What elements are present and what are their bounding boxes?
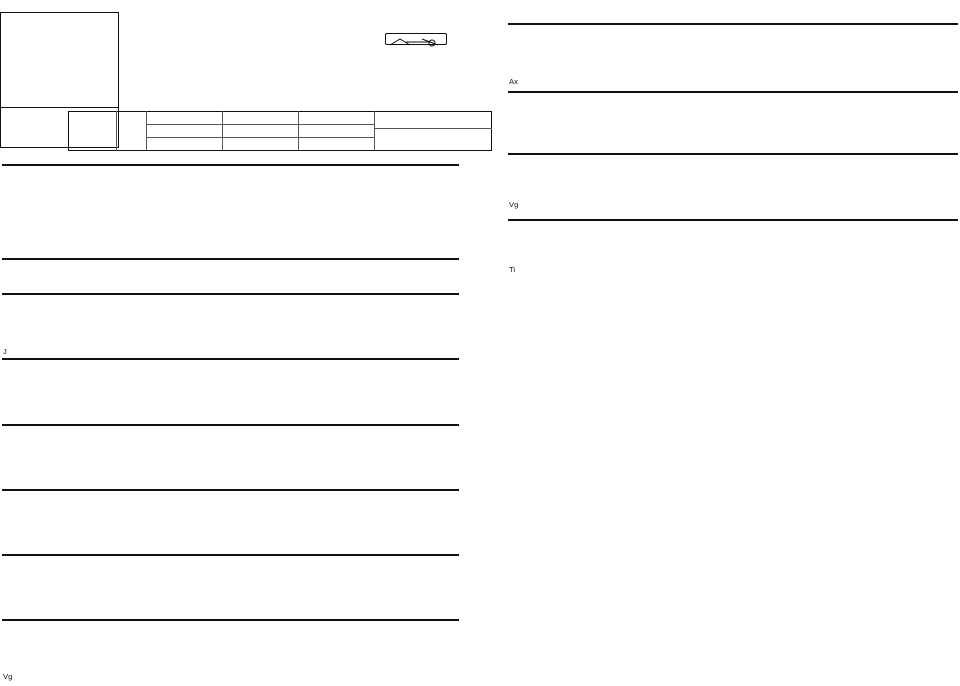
- horse-divider: [2, 293, 459, 295]
- track-code: Ax: [509, 77, 518, 86]
- track-code: Vg: [509, 200, 519, 209]
- horse-divider: [2, 619, 459, 621]
- horse-divider: [2, 258, 459, 260]
- grid-line: [116, 111, 117, 151]
- horse-divider: [2, 489, 459, 491]
- horse-divider: [508, 153, 958, 155]
- grid-line: [298, 111, 299, 151]
- track-code: J: [3, 347, 7, 356]
- track-code: Vg: [3, 672, 13, 681]
- horse-divider: [2, 424, 459, 426]
- horse-divider: [508, 219, 958, 221]
- track-code: Ti: [509, 265, 516, 274]
- form-box: [68, 111, 492, 151]
- horse-divider: [2, 164, 459, 166]
- horse-divider: [508, 91, 958, 93]
- horse-divider: [2, 554, 459, 556]
- divider: [0, 107, 119, 108]
- grid-line: [146, 111, 147, 151]
- grid-line: [146, 124, 374, 125]
- grid-line: [374, 128, 492, 129]
- grid-line: [374, 111, 375, 151]
- grid-line: [146, 137, 374, 138]
- horse-divider: [2, 358, 459, 360]
- horse-divider: [508, 23, 958, 25]
- grid-line: [222, 111, 223, 151]
- trotting-logo: [385, 33, 447, 45]
